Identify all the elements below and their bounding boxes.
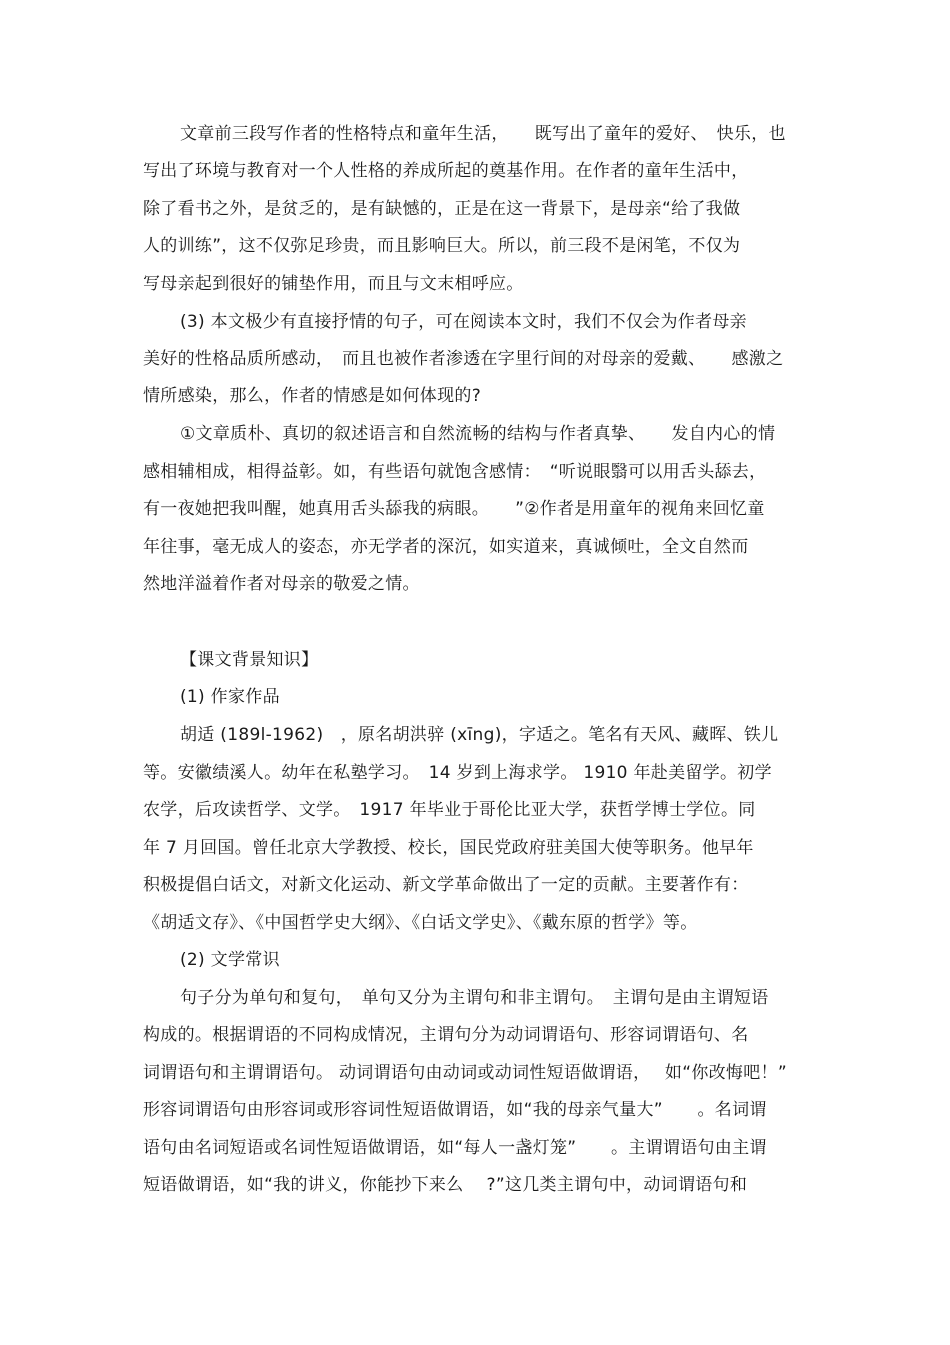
text-line: (3) 本文极少有直接抒情的句子，可在阅读本文时，我们不仅会为作者母亲: [180, 312, 747, 332]
text-line: 除了看书之外，是贫乏的，是有缺憾的，正是在这一背景下，是母亲“给了我做: [143, 199, 741, 219]
text-line: 形容词谓语句由形容词或形容词性短语做谓语，如“我的母亲气量大” 。名词谓: [143, 1100, 767, 1120]
text-line: 写母亲起到很好的铺垫作用，而且与文末相呼应。: [143, 274, 524, 294]
text-line: 《胡适文存》、《中国哲学史大纲》、《白话文学史》、《戴东原的哲学》等。: [143, 913, 698, 933]
subsection-heading: (2) 文学常识: [180, 950, 280, 970]
text-line: 有一夜她把我叫醒，她真用舌头舔我的病眼。 ”②作者是用童年的视角来回忆童: [143, 499, 765, 519]
text-line: 年 7 月回国。曾任北京大学教授、校长，国民党政府驻美国大使等职务。他早年: [143, 838, 754, 858]
text-line: 然地洋溢着作者对母亲的敬爱之情。: [143, 574, 420, 594]
text-line: 短语做谓语，如“我的讲义，你能抄下来么 ?”这几类主谓句中，动词谓语句和: [143, 1175, 748, 1195]
text-line: 情所感染，那么，作者的情感是如何体现的?: [143, 386, 482, 406]
text-line: 文章前三段写作者的性格特点和童年生活， 既写出了童年的爱好、 快乐，也: [180, 124, 786, 144]
text-line: 等。安徽绩溪人。幼年在私塾学习。 14 岁到上海求学。 1910 年赴美留学。初学: [143, 763, 772, 783]
section-heading: 【课文背景知识】: [180, 650, 319, 670]
text-line: 胡适 (189l-1962) ，原名胡洪骍 (xīng)，字适之。笔名有天风、藏晖、铁儿: [180, 725, 779, 745]
text-line: 写出了环境与教育对一个人性格的养成所起的奠基作用。在作者的童年生活中，: [143, 161, 749, 181]
subsection-heading: (1) 作家作品: [180, 687, 280, 707]
text-line: 人的训练”，这不仅弥足珍贵，而且影响巨大。所以，前三段不是闲笔，不仅为: [143, 236, 741, 256]
text-line: 年往事，毫无成人的姿态，亦无学者的深沉，如实道来，真诚倾吐，全文自然而: [143, 537, 749, 557]
text-line: 积极提倡白话文，对新文化运动、新文学革命做出了一定的贡献。主要著作有：: [143, 875, 749, 895]
text-line: 句子分为单句和复句， 单句又分为主谓句和非主谓句。 主谓句是由主谓短语: [180, 988, 769, 1008]
text-line: 构成的。根据谓语的不同构成情况，主谓句分为动词谓语句、形容词谓语句、名: [143, 1025, 749, 1045]
text-line: 农学，后攻读哲学、文学。 1917 年毕业于哥伦比亚大学，获哲学博士学位。同: [143, 800, 756, 820]
text-line: 语句由名词短语或名词性短语做谓语，如“每人一盏灯笼” 。主谓谓语句由主谓: [143, 1138, 767, 1158]
text-line: 美好的性格品质所感动， 而且也被作者渗透在字里行间的对母亲的爱戴、 感激之: [143, 349, 784, 369]
text-line: ①文章质朴、真切的叙述语言和自然流畅的结构与作者真挚、 发自内心的情: [180, 424, 776, 444]
text-line: 感相辅相成，相得益彰。如，有些语句就饱含感情： “听说眼翳可以用舌头舔去，: [143, 462, 767, 482]
text-line: 词谓语句和主谓谓语句。 动词谓语句由动词或动词性短语做谓语， 如“你改悔吧！”: [143, 1063, 787, 1083]
